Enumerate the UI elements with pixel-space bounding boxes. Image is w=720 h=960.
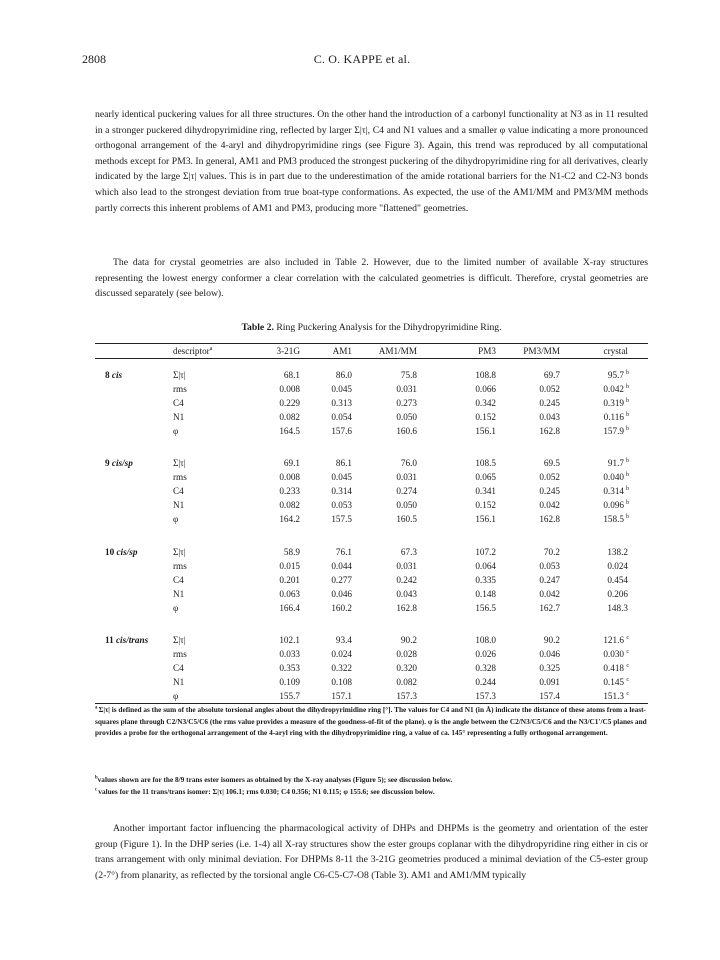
table-cell: 102.1 bbox=[279, 635, 300, 645]
table-cell: 162.7 bbox=[539, 603, 560, 613]
table-cell: 0.052 bbox=[539, 384, 560, 394]
table-cell: 157.3 bbox=[475, 691, 496, 701]
table-cell: 0.044 bbox=[331, 561, 352, 571]
table-cell: 0.046 bbox=[331, 589, 352, 599]
table-cell: 0.233 bbox=[279, 486, 300, 496]
row-descriptor: φ bbox=[173, 603, 179, 613]
table-cell: 93.4 bbox=[335, 635, 352, 645]
table-cell: 0.053 bbox=[539, 561, 560, 571]
table-cell: 156.1 bbox=[475, 426, 496, 436]
table-cell: 0.313 bbox=[331, 398, 352, 408]
column-header-am1-mm: AM1/MM bbox=[378, 346, 417, 356]
page-number: 2808 bbox=[82, 52, 106, 66]
table-cell: 0.229 bbox=[279, 398, 300, 408]
table-cell: 121.6 c bbox=[603, 635, 629, 645]
table-cell: 0.341 bbox=[475, 486, 496, 496]
table-cell: 0.152 bbox=[475, 500, 496, 510]
table-cell: 160.5 bbox=[396, 514, 417, 524]
table-cell: 158.5 b bbox=[603, 514, 629, 524]
body-paragraph-1: nearly identical puckering values for all three structures. On the other hand the introduction of a carbonyl functionality at N3 as in 11 resulted in a stronger puckered dihydropyrimidine ring, reflected by larger Σ|τ|, C4 and N1 values and a smaller φ value indicating a more pronounced orthogonal arrangement of the 4-aryl and dihydropyrimidine rings (see Figure 3). Again, this trend was reproduced by all computational methods except for PM3. In general, AM1 and PM3 produced the strongest puckering of the dihydropyrimidine ring for all derivatives, clearly indicated by the large Σ|τ| values. This is in part due to the underestimation of the amide rotational barriers for the N1-C2 and C2-N3 bonds which also lead to the strongest deviation from true boat-type conformations. As expected, the use of the AM1/MM and PM3/MM methods partly corrects this inherent problems of AM1 and PM3, producing more "flattened" geometries. bbox=[95, 109, 648, 214]
row-descriptor: N1 bbox=[173, 589, 185, 599]
table-cell: 0.328 bbox=[475, 663, 496, 673]
table-cell: 0.242 bbox=[396, 575, 417, 585]
table-cell: 0.045 bbox=[331, 384, 352, 394]
table-cell: 108.5 bbox=[475, 458, 496, 468]
table-cell: 157.4 bbox=[539, 691, 560, 701]
row-descriptor: C4 bbox=[173, 486, 184, 496]
table-cell: 162.8 bbox=[396, 603, 417, 613]
column-header-3-21g: 3-21G bbox=[276, 346, 300, 356]
table-caption-label: Table 2. bbox=[241, 322, 274, 333]
table-cell: 0.319 b bbox=[603, 398, 629, 408]
table-cell: 0.277 bbox=[331, 575, 352, 585]
row-descriptor: rms bbox=[173, 472, 187, 482]
table-caption-text: Ring Puckering Analysis for the Dihydropyrimidine Ring. bbox=[276, 322, 502, 333]
table-cell: 156.1 bbox=[475, 514, 496, 524]
table-cell: 76.0 bbox=[400, 458, 417, 468]
table-cell: 0.082 bbox=[279, 412, 300, 422]
table-cell: 0.026 bbox=[475, 649, 496, 659]
row-descriptor: φ bbox=[173, 691, 179, 701]
table-cell: 0.342 bbox=[475, 398, 496, 408]
table-cell: 164.2 bbox=[279, 514, 300, 524]
table-cell: 0.042 bbox=[539, 589, 560, 599]
table-cell: 0.096 b bbox=[603, 500, 629, 510]
table-cell: 0.015 bbox=[279, 561, 300, 571]
table-cell: 0.043 bbox=[539, 412, 560, 422]
row-descriptor: φ bbox=[173, 514, 179, 524]
table-cell: 157.1 bbox=[331, 691, 352, 701]
table-cell: 0.418 c bbox=[603, 663, 629, 673]
table-cell: 0.043 bbox=[396, 589, 417, 599]
table-cell: 0.053 bbox=[331, 500, 352, 510]
table-header-rule bbox=[95, 358, 648, 359]
table-cell: 0.042 b bbox=[603, 384, 629, 394]
column-header-descriptor: descriptor$^a$ bbox=[173, 345, 213, 356]
table-cell: 164.5 bbox=[279, 426, 300, 436]
table-cell: 0.245 bbox=[539, 398, 560, 408]
column-header-pm3-mm: PM3/MM bbox=[523, 346, 560, 356]
row-descriptor: N1 bbox=[173, 677, 185, 687]
table-cell: 0.008 bbox=[279, 384, 300, 394]
body-paragraph-3: Another important factor influencing the pharmacological activity of DHPs and DHPMs is the geometry and orientation of the ester group (Figure 1). In the DHP series (i.e. 1-4) all X-ray structures show the ester groups coplanar with the dihydropyridine ring either in cis or trans arrangement with only minimal deviation. For DHPMs 8-11 the 3-21G geometries produced a minimal deviation of the C5-ester group (2-7°) from planarity, as reflected by the torsional angle C6-C5-C7-O8 (Table 3). AM1 and AM1/MM typically bbox=[95, 823, 648, 881]
row-descriptor: N1 bbox=[173, 500, 185, 510]
table-cell: 68.1 bbox=[283, 370, 300, 380]
row-descriptor: Σ|τ| bbox=[173, 370, 186, 380]
table-cell: 108.0 bbox=[475, 635, 496, 645]
footnote-c: $^c$ values for the 11 trans/trans isomer: Σ|τ| 106.1; rms 0.030; C4 0.356; N1 0.115; φ 155.6; see discussion below. bbox=[95, 787, 435, 796]
footnote-b: $^b$values shown are for the 8/9 trans ester isomers as obtained by the X-ray analyses (Figure 5); see discussion below. bbox=[95, 775, 453, 784]
group-label: 9 cis/sp bbox=[105, 458, 133, 468]
table-cell: 160.2 bbox=[331, 603, 352, 613]
row-descriptor: Σ|τ| bbox=[173, 635, 186, 645]
table-top-rule bbox=[95, 343, 648, 344]
table-cell: 0.008 bbox=[279, 472, 300, 482]
table-cell: 157.3 bbox=[396, 691, 417, 701]
column-header-crystal: crystal bbox=[603, 346, 628, 356]
running-head: C. O. KAPPE et al. bbox=[313, 52, 411, 66]
table-cell: 95.7 b bbox=[607, 370, 629, 380]
table-cell: 160.6 bbox=[396, 426, 417, 436]
table-cell: 151.3 c bbox=[603, 691, 629, 701]
table-cell: 0.314 bbox=[331, 486, 352, 496]
table-caption bbox=[95, 322, 648, 333]
group-label: 11 cis/trans bbox=[105, 635, 149, 645]
table-cell: 0.152 bbox=[475, 412, 496, 422]
table-cell: 156.5 bbox=[475, 603, 496, 613]
table-cell: 0.031 bbox=[396, 472, 417, 482]
table-cell: 69.7 bbox=[543, 370, 560, 380]
table-cell: 0.320 bbox=[396, 663, 417, 673]
table-cell: 0.054 bbox=[331, 412, 352, 422]
row-descriptor: rms bbox=[173, 384, 187, 394]
table-cell: 0.046 bbox=[539, 649, 560, 659]
table-cell: 0.454 bbox=[607, 575, 628, 585]
table-cell: 69.1 bbox=[283, 458, 300, 468]
table-cell: 0.030 c bbox=[603, 649, 629, 659]
row-descriptor: N1 bbox=[173, 412, 185, 422]
table-cell: 0.247 bbox=[539, 575, 560, 585]
row-descriptor: rms bbox=[173, 561, 187, 571]
table-cell: 0.245 bbox=[539, 486, 560, 496]
footnote-a: $^a$ Σ|τ| is defined as the sum of the absolute torsional angles about the dihydropyrimidine ring [°]. The values for C4 and N1 (in Å) indicate the distance of these atoms from a least-squares plane through C2/N3/C5/C6 (the rms value provides a measure of the goodness-of-fit of the plane). φ is the angle between the C2/N3/C5/C6 and the N3/C1'/C5 planes and provides a probe for the orthogonal arrangement of the 4-aryl ring with the dihydropyrimidine ring, a value of ca. 145° representing a fully orthogonal arrangement. bbox=[95, 705, 647, 737]
row-descriptor: C4 bbox=[173, 663, 184, 673]
table-cell: 0.024 bbox=[331, 649, 352, 659]
table-cell: 0.322 bbox=[331, 663, 352, 673]
column-header-am1: AM1 bbox=[332, 346, 352, 356]
table-cell: 58.9 bbox=[283, 547, 300, 557]
table-cell: 0.091 bbox=[539, 677, 560, 687]
table-cell: 0.116 b bbox=[603, 412, 629, 422]
table-cell: 0.040 b bbox=[603, 472, 629, 482]
row-descriptor: φ bbox=[173, 426, 179, 436]
table-cell: 0.031 bbox=[396, 384, 417, 394]
table-cell: 67.3 bbox=[400, 547, 417, 557]
table-cell: 0.082 bbox=[396, 677, 417, 687]
table-cell: 86.1 bbox=[335, 458, 352, 468]
table-cell: 157.5 bbox=[331, 514, 352, 524]
table-cell: 70.2 bbox=[543, 547, 560, 557]
table-cell: 0.065 bbox=[475, 472, 496, 482]
group-label: 10 cis/sp bbox=[105, 547, 138, 557]
table-cell: 107.2 bbox=[475, 547, 496, 557]
table-cell: 0.201 bbox=[279, 575, 300, 585]
table-cell: 0.109 bbox=[279, 677, 300, 687]
row-descriptor: C4 bbox=[173, 398, 184, 408]
table-cell: 0.325 bbox=[539, 663, 560, 673]
table-cell: 0.353 bbox=[279, 663, 300, 673]
table-cell: 0.028 bbox=[396, 649, 417, 659]
table-cell: 0.033 bbox=[279, 649, 300, 659]
column-header-pm3: PM3 bbox=[478, 346, 496, 356]
table-cell: 162.8 bbox=[539, 426, 560, 436]
table-cell: 0.244 bbox=[475, 677, 496, 687]
table-cell: 155.7 bbox=[279, 691, 300, 701]
table-cell: 90.2 bbox=[543, 635, 560, 645]
table-cell: 0.050 bbox=[396, 412, 417, 422]
footnote-marker-a: a bbox=[209, 345, 213, 352]
row-descriptor: Σ|τ| bbox=[173, 458, 186, 468]
table-cell: 157.6 bbox=[331, 426, 352, 436]
table-cell: 166.4 bbox=[279, 603, 300, 613]
page-header bbox=[82, 52, 642, 68]
table-cell: 138.2 bbox=[607, 547, 628, 557]
table-cell: 0.148 bbox=[475, 589, 496, 599]
table-cell: 0.064 bbox=[475, 561, 496, 571]
table-cell: 0.082 bbox=[279, 500, 300, 510]
table-cell: 0.042 bbox=[539, 500, 560, 510]
table-cell: 0.045 bbox=[331, 472, 352, 482]
table-cell: 157.9 b bbox=[603, 426, 629, 436]
table-cell: 91.7 b bbox=[607, 458, 629, 468]
row-descriptor: Σ|τ| bbox=[173, 547, 186, 557]
body-paragraph-2: The data for crystal geometries are also included in Table 2. However, due to the limited number of available X-ray structures representing the lowest energy conformer a clear correlation with the calculated geometries is difficult. Therefore, crystal geometries are discussed separately (see below). bbox=[95, 257, 648, 300]
table-cell: 0.314 b bbox=[603, 486, 629, 496]
table-cell: 0.145 c bbox=[603, 677, 629, 687]
table-cell: 0.024 bbox=[607, 561, 628, 571]
table-cell: 148.3 bbox=[607, 603, 628, 613]
table-cell: 86.0 bbox=[335, 370, 352, 380]
table-cell: 0.063 bbox=[279, 589, 300, 599]
table-cell: 108.8 bbox=[475, 370, 496, 380]
table-cell: 162.8 bbox=[539, 514, 560, 524]
group-label: 8 cis bbox=[105, 370, 123, 380]
table-cell: 0.108 bbox=[331, 677, 352, 687]
table-cell: 0.052 bbox=[539, 472, 560, 482]
table-cell: 90.2 bbox=[400, 635, 417, 645]
table-cell: 0.274 bbox=[396, 486, 417, 496]
table-cell: 0.031 bbox=[396, 561, 417, 571]
table-cell: 0.335 bbox=[475, 575, 496, 585]
table-cell: 76.1 bbox=[335, 547, 352, 557]
row-descriptor: rms bbox=[173, 649, 187, 659]
table-cell: 69.5 bbox=[543, 458, 560, 468]
table-cell: 0.273 bbox=[396, 398, 417, 408]
table-cell: 0.066 bbox=[475, 384, 496, 394]
table-cell: 0.050 bbox=[396, 500, 417, 510]
table-cell: 75.8 bbox=[400, 370, 417, 380]
table-cell: 0.206 bbox=[607, 589, 628, 599]
row-descriptor: C4 bbox=[173, 575, 184, 585]
